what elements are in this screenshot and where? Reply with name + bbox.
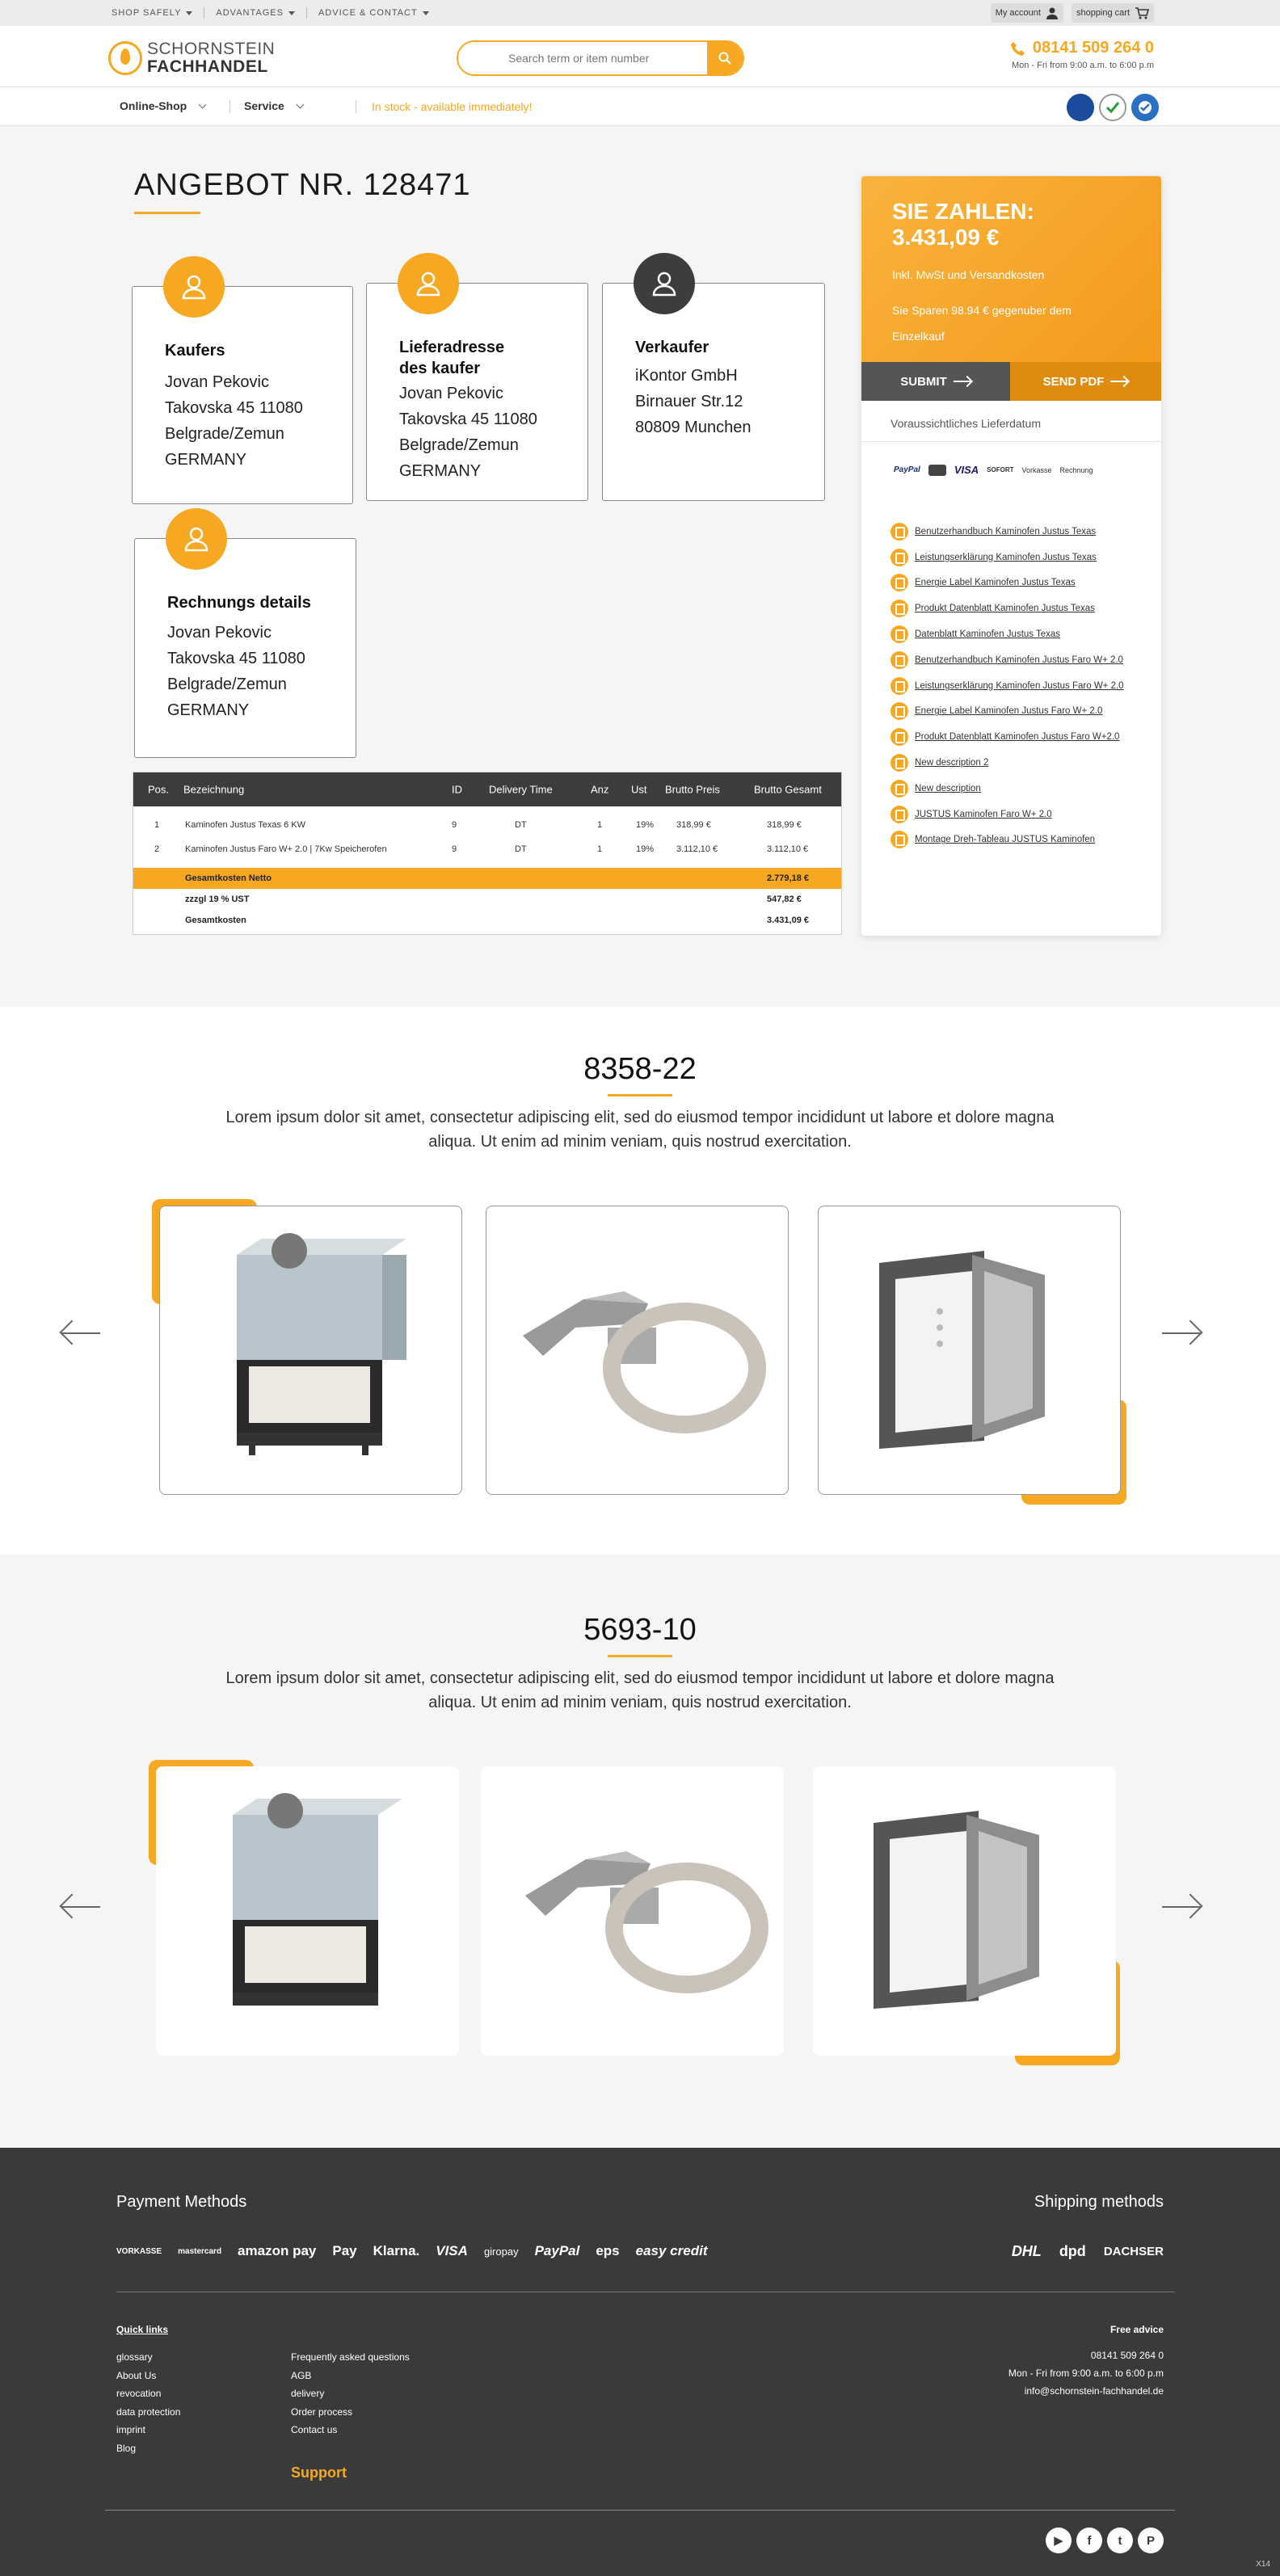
my-account-label: My account <box>995 8 1041 18</box>
pdf-icon <box>891 806 908 823</box>
footer-link[interactable]: Order process <box>291 2406 353 2418</box>
document-title: Produkt Datenblatt Kaminofen Justus Texas <box>915 604 1095 614</box>
footer <box>0 2148 1280 2576</box>
dpd-logo: dpd <box>1059 2243 1086 2259</box>
shopping-cart-label: shopping cart <box>1076 8 1130 18</box>
footer-links-col1 <box>116 2348 180 2457</box>
table-cell: DT <box>515 820 527 830</box>
advice-hours: Mon - Fri from 9:00 a.m. to 6:00 p.m <box>1008 2368 1164 2379</box>
shopping-cart-button[interactable] <box>1072 3 1154 23</box>
table-cell: 9 <box>452 820 457 830</box>
document-link[interactable] <box>891 802 1124 827</box>
document-link[interactable] <box>891 621 1124 647</box>
document-link[interactable] <box>891 596 1124 621</box>
pdf-icon <box>891 600 908 617</box>
product-section-1 <box>0 1007 1280 1555</box>
caret-down-icon <box>423 11 429 15</box>
pdf-icon <box>891 831 908 848</box>
grand-total-row <box>133 910 841 931</box>
column-header: Brutto Gesamt <box>754 783 822 796</box>
title-underline <box>134 212 200 214</box>
payment-logos <box>116 2243 707 2259</box>
user-icon <box>1046 6 1059 19</box>
caret-down-icon <box>288 11 295 15</box>
table-row <box>133 837 841 861</box>
table-cell: 3.112,10 € <box>676 844 718 854</box>
card-line: GERMANY <box>165 451 247 469</box>
document-link[interactable] <box>891 647 1124 673</box>
pdf-icon <box>891 574 908 591</box>
table-cell: 19% <box>636 844 655 854</box>
phone-number-text: 08141 509 264 0 <box>1032 39 1154 57</box>
footer-link[interactable]: About Us <box>116 2369 157 2381</box>
footer-link[interactable]: revocation <box>116 2388 162 2399</box>
free-advice-title: Free advice <box>1109 2324 1164 2335</box>
send-pdf-button[interactable] <box>1010 362 1161 401</box>
user-icon <box>398 253 459 314</box>
table-cell: 19% <box>636 820 655 830</box>
klarna-logo: Klarna. <box>373 2243 420 2258</box>
opening-hours: Mon - Fri from 9:00 a.m. to 6:00 p.m <box>1011 61 1154 70</box>
nav-online-shop-label: Online-Shop <box>120 99 187 112</box>
top-nav-shop-safely[interactable] <box>112 7 204 19</box>
card-line: GERMANY <box>167 701 250 719</box>
visa-logo: VISA <box>954 464 979 476</box>
column-header: Pos. <box>148 783 170 796</box>
chevron-down-icon <box>199 100 207 108</box>
phone-number[interactable] <box>1010 39 1154 57</box>
search-button[interactable] <box>707 42 743 74</box>
pdf-icon <box>891 702 908 720</box>
dachser-logo: DACHSER <box>1103 2245 1164 2258</box>
youtube-icon[interactable]: ▶ <box>1046 2528 1072 2553</box>
document-link[interactable] <box>891 724 1124 750</box>
card-line: Belgrade/Zemun <box>165 425 284 443</box>
product-card[interactable] <box>159 1206 462 1495</box>
footer-link[interactable]: glossary <box>116 2351 153 2363</box>
easy-credit-logo: easy credit <box>635 2243 708 2258</box>
vat-value: 547,82 € <box>767 894 802 904</box>
pdf-icon <box>891 780 908 798</box>
column-header: Delivery Time <box>489 783 553 796</box>
checkmark-icon <box>1104 99 1122 116</box>
card-line: Belgrade/Zemun <box>167 676 287 693</box>
card-line: iKontor GmbH <box>635 367 738 385</box>
divider <box>861 441 1161 442</box>
top-nav-advantages[interactable] <box>204 7 307 19</box>
quick-links-title: Quick links <box>116 2324 169 2335</box>
top-nav-label: ADVANTAGES <box>216 8 284 18</box>
document-title: New description <box>915 783 981 793</box>
document-title: Benutzerhandbuch Kaminofen Justus Faro W+ 2.0 <box>915 655 1123 665</box>
visa-logo: VISA <box>436 2243 468 2258</box>
pdf-icon <box>891 651 908 669</box>
shipping-logos <box>1012 2243 1164 2260</box>
slider-next-arrow-icon[interactable] <box>1159 1317 1204 1349</box>
payment-logos <box>894 464 1093 476</box>
pdf-icon <box>891 523 908 541</box>
table-cell: DT <box>515 844 527 854</box>
table-cell: Kaminofen Justus Texas 6 KW <box>185 820 305 830</box>
amazon-pay-logo: amazon pay <box>238 2243 317 2258</box>
footer-link[interactable]: delivery <box>291 2388 325 2399</box>
fireplace-stove-image <box>160 1206 463 1496</box>
pay-heading <box>892 199 1034 250</box>
card-line: Jovan Pekovic <box>167 624 272 642</box>
card-line: Jovan Pekovic <box>399 385 503 402</box>
my-account-button[interactable] <box>991 3 1063 23</box>
user-icon <box>166 508 227 570</box>
document-link[interactable] <box>891 827 1124 853</box>
top-nav-label: ADVICE & CONTACT <box>318 8 418 18</box>
slider-next-arrow-icon[interactable] <box>1159 1891 1204 1923</box>
vorkasse-logo: VORKASSE <box>116 2246 162 2256</box>
table-cell: Kaminofen Justus Faro W+ 2.0 | 7Kw Speicherofen <box>185 844 387 854</box>
title-underline <box>608 1655 672 1657</box>
card-line: 80809 Munchen <box>635 419 752 436</box>
document-title: Datenblatt Kaminofen Justus Texas <box>915 629 1061 640</box>
product-card[interactable] <box>156 1766 459 2056</box>
top-nav-label: SHOP SAFELY <box>112 8 182 18</box>
user-icon <box>163 256 225 318</box>
main-nav <box>0 87 1280 126</box>
card-title: Verkaufer <box>635 339 709 356</box>
logo-line1: SCHORNSTEIN <box>147 40 276 58</box>
document-link[interactable] <box>891 570 1124 596</box>
stove-door-image <box>813 1766 1116 2056</box>
seller-card <box>602 283 825 501</box>
footer-link[interactable]: data protection <box>116 2406 181 2418</box>
card-title: Kaufers <box>165 342 225 360</box>
product-card[interactable] <box>818 1206 1121 1495</box>
document-title: Energie Label Kaminofen Justus Faro W+ 2.0 <box>915 706 1103 717</box>
pay-amount: 3.431,09 € <box>892 225 1000 250</box>
vorkasse-label: Vorkasse <box>1021 465 1052 474</box>
document-link[interactable] <box>891 776 1124 802</box>
card-line: Takovska 45 11080 <box>165 399 303 417</box>
top-nav-advice-contact[interactable] <box>307 7 440 19</box>
twitter-icon[interactable]: t <box>1107 2528 1133 2553</box>
phone-icon <box>1010 40 1026 57</box>
table-cell: 1 <box>597 820 603 830</box>
vat-row <box>133 889 841 910</box>
product-section-2 <box>0 1555 1280 2148</box>
stock-notice: In stock - available immediately! <box>372 100 533 113</box>
document-list <box>891 519 1124 852</box>
footer-link[interactable]: Contact us <box>291 2424 338 2435</box>
footer-divider <box>105 2510 1175 2511</box>
card-line: Takovska 45 11080 <box>399 410 537 428</box>
nav-online-shop[interactable] <box>120 99 205 112</box>
savings-note: Sie Sparen 98.94 € gegenuber dem Einzelkauf <box>892 304 1072 343</box>
product-card[interactable] <box>486 1206 789 1495</box>
document-title: Leistungserklärung Kaminofen Justus Faro W+ 2.0 <box>915 680 1124 691</box>
advice-email[interactable]: info@schornstein-fachhandel.de <box>1024 2385 1164 2397</box>
sofort-logo: SOFORT <box>987 466 1014 474</box>
table-cell: 1 <box>597 844 603 854</box>
card-line: Jovan Pekovic <box>165 373 269 391</box>
top-nav <box>112 0 440 26</box>
vat-label: zzzgl 19 % UST <box>185 894 250 904</box>
chevron-down-icon <box>296 100 304 108</box>
nav-service[interactable] <box>244 99 303 112</box>
document-link[interactable] <box>891 519 1124 545</box>
trust-badges <box>1067 94 1159 121</box>
submit-button[interactable] <box>861 362 1010 401</box>
card-line: Belgrade/Zemun <box>399 436 519 454</box>
netto-label: Gesamtkosten Netto <box>185 873 272 883</box>
pdf-icon <box>891 728 908 746</box>
table-row <box>133 813 841 837</box>
delivery-address-card <box>366 283 588 501</box>
version-label: X14 <box>1256 2560 1270 2569</box>
table-header <box>133 772 841 806</box>
card-line: Birnauer Str.12 <box>635 393 743 410</box>
column-header: Anz <box>591 783 609 796</box>
card-line: Takovska 45 11080 <box>167 650 305 667</box>
site-logo[interactable] <box>108 40 275 76</box>
document-title: Benutzerhandbuch Kaminofen Justus Texas <box>915 526 1097 537</box>
advice-phone[interactable]: 08141 509 264 0 <box>1090 2350 1164 2361</box>
social-links <box>1046 2528 1164 2553</box>
cart-icon <box>1135 6 1149 19</box>
slider-prev-arrow-icon[interactable] <box>58 1891 103 1923</box>
giropay-logo: giropay <box>483 2245 519 2258</box>
trusted-shops-check-icon[interactable] <box>1099 94 1126 121</box>
pay-label: SIE ZAHLEN: <box>892 199 1034 224</box>
section-description: Lorem ipsum dolor sit amet, consectetur adipiscing elit, sed do eiusmod tempor incididunt ut labore et dolore magna aliqua. Ut enim ad minim veniam, quis nostrud exercitation. <box>225 1669 1055 1711</box>
product-card[interactable] <box>813 1766 1116 2056</box>
card-title: Rechnungs details <box>167 594 311 612</box>
send-pdf-label: SEND PDF <box>1042 374 1105 389</box>
support-link[interactable]: Support <box>291 2464 347 2481</box>
action-buttons <box>861 362 1161 401</box>
footer-link[interactable]: Frequently asked questions <box>291 2351 410 2363</box>
search-input[interactable] <box>458 42 701 74</box>
table-cell: 9 <box>452 844 457 854</box>
footer-link[interactable]: Blog <box>116 2442 137 2454</box>
stove-door-image <box>819 1206 1122 1496</box>
table-cell: 318,99 € <box>767 820 802 830</box>
eps-logo: eps <box>596 2243 620 2258</box>
pdf-icon <box>891 754 908 772</box>
document-link[interactable] <box>891 750 1124 776</box>
seal-check-icon <box>1136 99 1154 116</box>
netto-total-row <box>133 868 841 889</box>
arrow-right-icon <box>1110 381 1128 382</box>
logo-line2: FACHHANDEL <box>147 57 268 76</box>
wall-bracket-image <box>481 1766 784 2056</box>
document-title: New description 2 <box>915 758 989 768</box>
pdf-icon <box>891 549 908 566</box>
footer-link[interactable]: AGB <box>291 2369 312 2381</box>
column-header: ID <box>452 783 462 796</box>
document-title: Montage Dreh-Tableau JUSTUS Kaminofen <box>915 835 1096 845</box>
mastercard-icon <box>928 465 946 476</box>
shipping-methods-title: Shipping methods <box>1034 2193 1164 2211</box>
document-title: Produkt Datenblatt Kaminofen Justus Faro W+2.0 <box>915 732 1120 743</box>
logo-flame-icon <box>108 41 142 75</box>
document-link[interactable] <box>891 545 1124 570</box>
header <box>0 26 1280 87</box>
footer-link[interactable]: imprint <box>116 2424 146 2435</box>
card-line: GERMANY <box>399 462 482 480</box>
wall-bracket-image <box>486 1206 789 1496</box>
document-link[interactable] <box>891 673 1124 699</box>
arrow-right-icon <box>954 381 971 382</box>
payment-summary <box>861 176 1161 362</box>
document-title: Leistungserklärung Kaminofen Justus Texas <box>915 552 1097 562</box>
delivery-date: Voraussichtliches Lieferdatum <box>891 417 1041 430</box>
paypal-logo: PayPal <box>534 2243 580 2258</box>
section-title: 8358-22 <box>583 1052 697 1086</box>
section-title: 5693-10 <box>583 1613 697 1647</box>
total-label: Gesamtkosten <box>185 915 246 925</box>
offer-title: ANGEBOT NR. 128471 <box>134 168 471 202</box>
table-cell: 1 <box>154 820 160 830</box>
table-cell: 2 <box>154 844 160 854</box>
search-bar <box>457 40 744 76</box>
card-title: Lieferadresse des kaufer <box>399 339 505 377</box>
mastercard-logo: mastercard <box>178 2246 222 2256</box>
table-cell: 318,99 € <box>676 820 711 830</box>
paypal-logo: PayPal <box>894 465 920 474</box>
user-icon <box>634 253 695 314</box>
column-header: Brutto Preis <box>665 783 720 796</box>
phone-contact <box>1010 39 1154 70</box>
incl-tax-note: Inkl. MwSt und Versandkosten <box>892 268 1045 281</box>
pdf-icon <box>891 625 908 643</box>
column-header: Bezeichnung <box>183 783 245 796</box>
title-underline <box>608 1094 672 1096</box>
seal-badge-icon[interactable] <box>1131 94 1159 121</box>
netto-value: 2.779,18 € <box>767 873 809 883</box>
footer-links-col2 <box>291 2348 410 2439</box>
trust-badge-icon[interactable] <box>1067 94 1094 121</box>
facebook-icon[interactable]: f <box>1076 2528 1102 2553</box>
pinterest-icon[interactable]: P <box>1138 2528 1164 2553</box>
order-summary-panel <box>861 176 1161 936</box>
logo-text <box>147 40 275 76</box>
apple-pay-logo: Pay <box>332 2243 357 2258</box>
document-title: JUSTUS Kaminofen Faro W+ 2.0 <box>915 809 1052 819</box>
column-header: Ust <box>631 783 647 796</box>
buyer-card <box>132 286 353 504</box>
search-icon <box>718 51 732 65</box>
section-description: Lorem ipsum dolor sit amet, consectetur adipiscing elit, sed do eiusmod tempor incididunt ut labore et dolore magna aliqua. Ut enim ad minim veniam, quis nostrud exercitation. <box>225 1109 1055 1151</box>
payment-methods-title: Payment Methods <box>116 2193 247 2211</box>
fireplace-stove-image <box>156 1766 459 2056</box>
pdf-icon <box>891 677 908 695</box>
total-value: 3.431,09 € <box>767 915 809 925</box>
table-cell: 3.112,10 € <box>767 844 809 854</box>
nav-divider <box>229 100 230 113</box>
document-title: Energie Label Kaminofen Justus Texas <box>915 578 1076 588</box>
billing-card <box>134 538 356 758</box>
product-card[interactable] <box>481 1766 784 2056</box>
submit-label: SUBMIT <box>900 374 947 389</box>
account-cart <box>991 3 1154 23</box>
nav-service-label: Service <box>244 99 284 112</box>
caret-down-icon <box>186 11 192 15</box>
document-link[interactable] <box>891 699 1124 725</box>
quote-table <box>133 772 842 935</box>
dhl-logo: DHL <box>1011 2243 1042 2259</box>
rechnung-label: Rechnung <box>1059 465 1093 474</box>
slider-prev-arrow-icon[interactable] <box>58 1317 103 1349</box>
top-bar <box>0 0 1280 26</box>
